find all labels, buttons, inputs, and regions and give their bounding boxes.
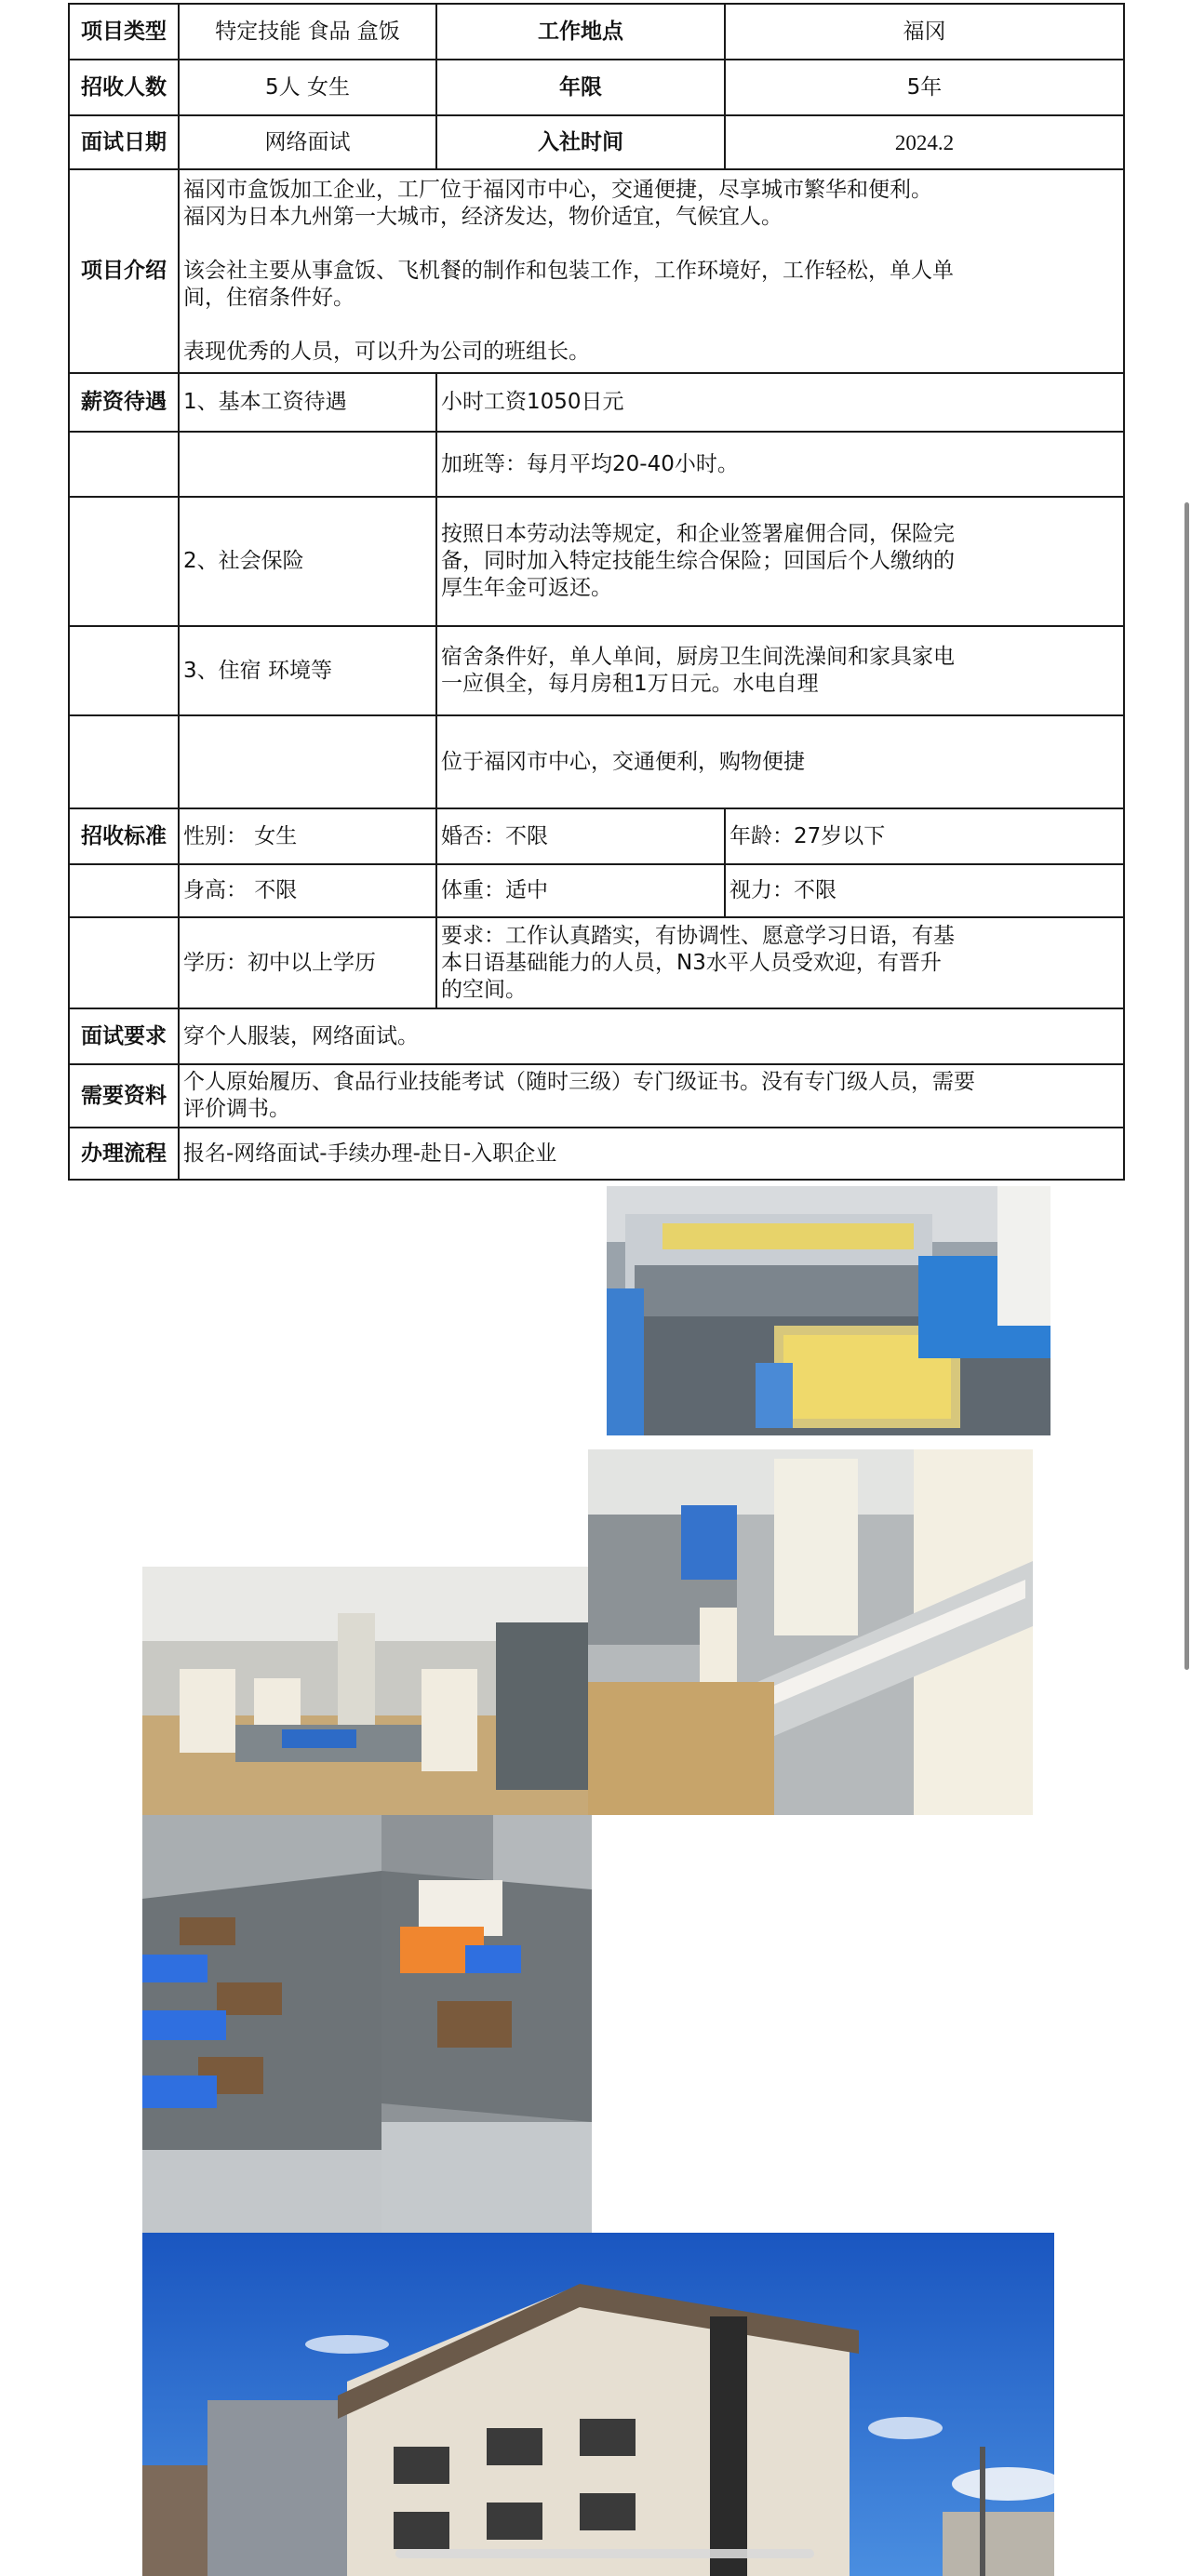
label-requirements: 招收标准 [69,808,179,864]
row-project-type [69,4,1124,60]
job-info-table [68,3,1125,1181]
photo-dormitory-building [142,2233,1054,2576]
vertical-scrollbar[interactable] [1184,502,1189,1670]
photo-conveyor-line [588,1449,1033,1815]
value-vision: 视力：不限 [725,864,1124,917]
row-process [69,1128,1124,1180]
label-documents: 需要资料 [69,1064,179,1128]
row-housing [69,626,1124,715]
photo-dormitory-building-image [142,2233,1054,2576]
label-headcount: 招收人数 [69,60,179,115]
value-age: 年龄：27岁以下 [725,808,1124,864]
value-education: 学历：初中以上学历 [179,917,436,1008]
value-work-location: 福冈 [725,4,1124,60]
value-documents: 个人原始履历、食品行业技能考试（随时三级）专门级证书。没有专门级人员，需要 评价调书。 [179,1064,1124,1128]
value-gender: 性别： 女生 [179,808,436,864]
value-housing: 宿舍条件好，单人单间，厨房卫生间洗澡间和家具家电 一应俱全，每月房租1万日元。水电自理 [436,626,1124,715]
photo-packing-hands-right [381,1815,592,2233]
label-term: 年限 [436,60,725,115]
photo-food-tray-line-image [607,1186,1050,1435]
row-overtime [69,432,1124,497]
row-location-note [69,715,1124,808]
row-documents [69,1064,1124,1128]
row-salary-basic [69,373,1124,432]
photo-packing-hands-left [142,1815,381,2233]
value-project-type: 特定技能 食品 盒饭 [179,4,436,60]
label-project-type: 项目类型 [69,4,179,60]
label-social-insurance: 2、社会保险 [179,497,436,626]
row-project-intro [69,169,1124,373]
label-housing: 3、住宿 环境等 [179,626,436,715]
row-social-insurance [69,497,1124,626]
label-salary: 薪资待遇 [69,373,179,432]
value-term: 5年 [725,60,1124,115]
photo-packing-hands-right-image [381,1815,592,2233]
photo-food-tray-line [607,1186,1050,1435]
photo-factory-floor-image [142,1567,588,1815]
row-requirements-1 [69,808,1124,864]
value-marital: 婚否：不限 [436,808,725,864]
label-basic-wage: 1、基本工资待遇 [179,373,436,432]
value-project-intro: 福冈市盒饭加工企业，工厂位于福冈市中心，交通便捷，尽享城市繁华和便利。 福冈为日本九州第一大城市，经济发达，物价适宜，气候宜人。 该会社主要从事盒饭、飞机餐的制作和包装工作，工作环境好，工作轻松，单人单 间，住宿条件好。 表现优秀的人员，可以升为公司的班组长。 [179,169,1124,373]
row-interview-date [69,115,1124,169]
label-start-date: 入社时间 [436,115,725,169]
job-info-sheet [68,3,1123,1181]
value-other-requirements: 要求：工作认真踏实，有协调性、愿意学习日语，有基 本日语基础能力的人员，N3水平人员受欢迎，有晋升 的空间。 [436,917,1124,1008]
row-requirements-3 [69,917,1124,1008]
value-start-date: 2024.2 [725,115,1124,169]
photo-conveyor-line-image [588,1449,1033,1815]
value-headcount: 5人 女生 [179,60,436,115]
value-interview-requirements: 穿个人服装，网络面试。 [179,1008,1124,1064]
label-process: 办理流程 [69,1128,179,1180]
photo-factory-floor [142,1567,588,1815]
value-interview-date: 网络面试 [179,115,436,169]
value-height: 身高： 不限 [179,864,436,917]
label-project-intro: 项目介绍 [69,169,179,373]
row-interview-requirements [69,1008,1124,1064]
label-interview-requirements: 面试要求 [69,1008,179,1064]
photo-packing-hands-left-image [142,1815,381,2233]
row-headcount [69,60,1124,115]
label-work-location: 工作地点 [436,4,725,60]
row-requirements-2 [69,864,1124,917]
label-interview-date: 面试日期 [69,115,179,169]
value-social-insurance: 按照日本劳动法等规定，和企业签署雇佣合同，保险完 备，同时加入特定技能生综合保险；回国后个人缴纳的 厚生年金可返还。 [436,497,1124,626]
home-indicator-bar[interactable] [395,2549,814,2558]
value-location-note: 位于福冈市中心，交通便利，购物便捷 [436,715,1124,808]
value-process: 报名-网络面试-手续办理-赴日-入职企业 [179,1128,1124,1180]
value-basic-wage: 小时工资1050日元 [436,373,1124,432]
value-overtime: 加班等：每月平均20-40小时。 [436,432,1124,497]
value-weight: 体重：适中 [436,864,725,917]
